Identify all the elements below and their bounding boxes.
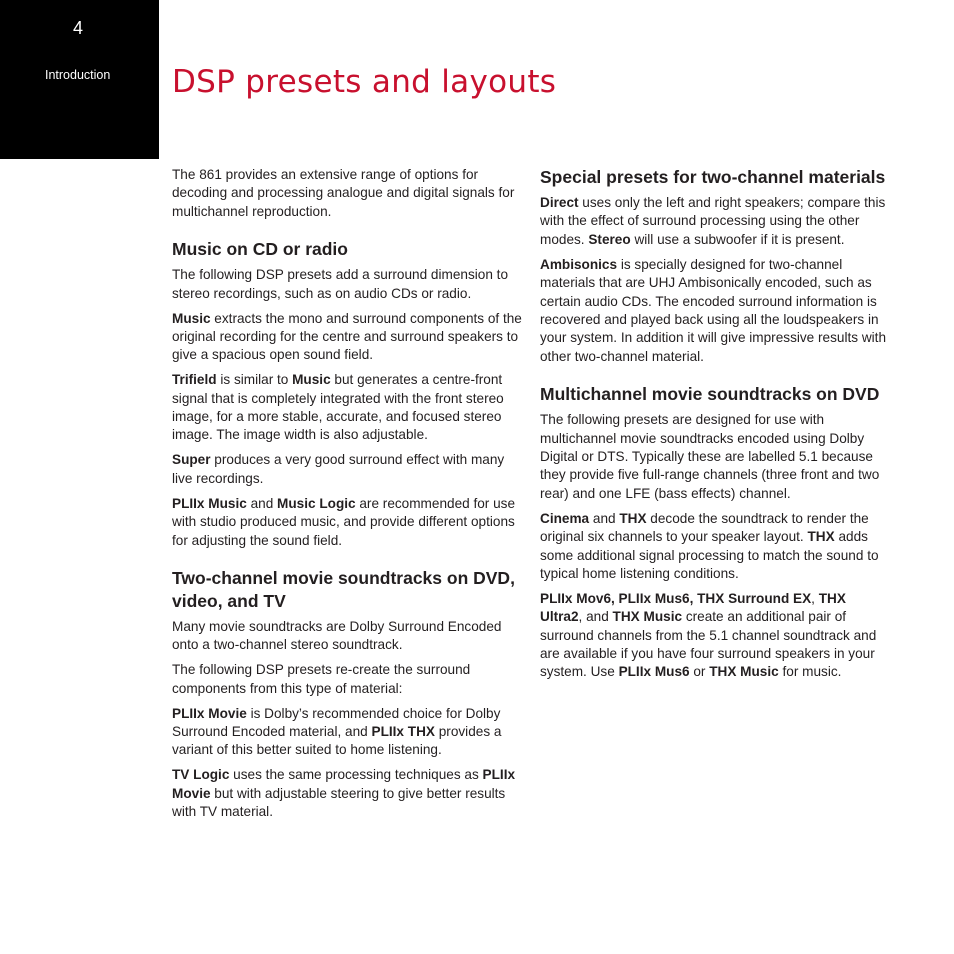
paragraph-text: are recommended for use with studio produced music, and provide different options for adjusting the sound field. <box>172 495 516 548</box>
section-name: Introduction <box>45 68 111 82</box>
music-heading: Music on CD or radio <box>172 239 348 260</box>
preset-term: THX Music <box>709 664 779 680</box>
preset-term: Super <box>172 452 211 468</box>
tv-heading: Two-channel movie soundtracks on DVD, video, and TV <box>172 567 515 611</box>
tv-paragraph-1: Many movie soundtracks are Dolby Surround Encoded onto a two-channel stereo soundtrack. <box>172 618 502 653</box>
paragraph-text: create an additional pair of surround channels from the 5.1 channel soundtrack and are available if you have four surround speakers in your system. Use <box>540 609 877 680</box>
paragraph-text: uses the same processing techniques as <box>229 767 483 783</box>
pliix-movie-paragraph <box>172 705 522 760</box>
trifield-paragraph <box>172 371 522 445</box>
preset-term: Cinema <box>540 510 590 526</box>
paragraph-text: adds some additional signal processing to match the sound to typical home listening conditions. <box>540 529 879 581</box>
paragraph-text: decode the soundtrack to render the original six channels to your speaker layout. <box>540 510 869 545</box>
tv-paragraph-2: The following DSP presets re-create the surround components from this type of material: <box>172 662 471 696</box>
paragraph-text: uses only the left and right speakers; compare this with the effect of surround processing using the other modes. <box>540 195 886 247</box>
preset-term: PLIIx THX <box>371 723 435 739</box>
paragraph-text: produces a very good surround effect with many live recordings. <box>172 452 505 486</box>
intro-paragraph: The 861 provides an extensive range of options for decoding and processing analogue and digital signals for multichannel reproduction. <box>172 167 515 219</box>
paragraph-text: but with adjustable steering to give better results with TV material. <box>172 785 506 820</box>
paragraph-text: and <box>246 495 278 511</box>
right-column <box>540 166 890 688</box>
paragraph-text: and <box>589 510 620 526</box>
paragraph-text: , <box>811 590 819 606</box>
preset-term: TV Logic <box>172 767 230 783</box>
paragraph-text: , and <box>578 609 613 625</box>
left-column <box>172 166 522 828</box>
preset-term: Stereo <box>588 231 631 247</box>
paragraph-text: but generates a centre-front signal that is completely integrated with the front stereo image, for a more stable, accurate, and focused stereo image. The image width is also adjustable. <box>172 372 504 443</box>
preset-term: THX <box>807 529 835 545</box>
six-channel-paragraph <box>540 590 890 682</box>
tv-logic-paragraph <box>172 766 522 821</box>
paragraph-text: extracts the mono and surround components of the original recording for the centre and surround speakers to give a spacious open sound field. <box>172 310 522 363</box>
preset-term: PLIIx Mov6, PLIIx Mus6, THX Surround EX <box>540 590 812 606</box>
music-paragraph <box>172 310 522 365</box>
preset-term: Music <box>292 372 331 388</box>
preset-term: Music Logic <box>277 495 356 511</box>
preset-term: THX Ultra2 <box>540 590 846 625</box>
page-number: 4 <box>73 18 84 38</box>
preset-term: THX <box>619 510 647 526</box>
multichannel-heading: Multichannel movie soundtracks on DVD <box>540 384 880 405</box>
cinema-paragraph <box>540 510 890 584</box>
preset-term: THX Music <box>612 609 683 625</box>
page-title: DSP presets and layouts <box>172 64 557 100</box>
multichannel-paragraph: The following presets are designed for use with multichannel movie soundtracks encoded using Dolby Digital or DTS. Typically these are labelled 5.1 because they provide five full-range channels (three front and two rear) and one LFE (bass effects) channel. <box>540 412 880 501</box>
preset-term: PLIIx Movie <box>172 705 247 721</box>
paragraph-text: is similar to <box>216 372 293 388</box>
preset-term: Direct <box>540 195 579 210</box>
ambisonics-paragraph <box>540 256 890 366</box>
paragraph-text: provides a variant of this better suited to home listening. <box>172 723 502 758</box>
music-intro: The following DSP presets add a surround dimension to stereo recordings, such as on audio CDs or radio. <box>172 267 509 301</box>
super-paragraph <box>172 451 522 488</box>
sidebar-block <box>0 0 159 159</box>
preset-term: PLIIx Mus6 <box>618 664 690 680</box>
preset-term: Trifield <box>172 372 217 388</box>
preset-term: Ambisonics <box>540 256 618 272</box>
preset-term: PLIIx Movie <box>172 767 516 801</box>
paragraph-text: is specially designed for two-channel materials that are UHJ Ambisonically encoded, such as certain audio CDs. The encoded surround information is recovered and played back using all the loudspeakers in your system. In addition it will give impressive results with other two-channel material. <box>540 256 887 364</box>
paragraph-text: will use a subwoofer if it is present. <box>630 231 845 247</box>
preset-term: PLIIx Music <box>172 495 247 511</box>
pliix-music-paragraph <box>172 495 522 550</box>
paragraph-text: for music. <box>778 664 842 680</box>
paragraph-text: is Dolby’s recommended choice for Dolby Surround Encoded material, and <box>172 705 501 739</box>
preset-term: Music <box>172 310 211 326</box>
special-heading: Special presets for two-channel materials <box>540 167 886 187</box>
paragraph-text: or <box>689 664 710 680</box>
direct-paragraph <box>540 194 890 249</box>
